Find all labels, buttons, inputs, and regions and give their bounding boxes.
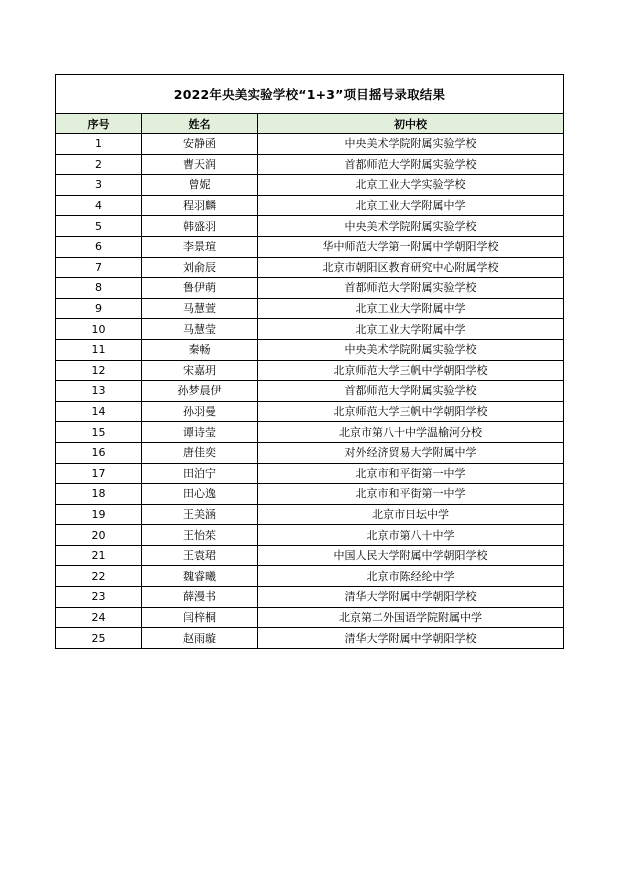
cell-no: 2 (56, 154, 142, 175)
cell-school: 首都师范大学附属实验学校 (258, 154, 564, 175)
cell-no: 8 (56, 278, 142, 299)
cell-name: 马慧莹 (142, 319, 258, 340)
cell-no: 5 (56, 216, 142, 237)
cell-name: 安静函 (142, 134, 258, 155)
cell-no: 3 (56, 175, 142, 196)
cell-school: 北京市和平街第一中学 (258, 484, 564, 505)
cell-name: 程羽麟 (142, 195, 258, 216)
cell-no: 22 (56, 566, 142, 587)
cell-no: 6 (56, 236, 142, 257)
cell-school: 北京工业大学附属中学 (258, 195, 564, 216)
cell-school: 中央美术学院附属实验学校 (258, 339, 564, 360)
cell-no: 21 (56, 545, 142, 566)
cell-school: 清华大学附属中学朝阳学校 (258, 587, 564, 608)
table-row (56, 545, 564, 566)
table-row (56, 587, 564, 608)
cell-name: 曹天润 (142, 154, 258, 175)
cell-no: 18 (56, 484, 142, 505)
cell-name: 马慧萱 (142, 298, 258, 319)
cell-no: 20 (56, 525, 142, 546)
table-row (56, 504, 564, 525)
cell-school: 中国人民大学附属中学朝阳学校 (258, 545, 564, 566)
table-row (56, 216, 564, 237)
header-row (56, 114, 564, 134)
table-row (56, 319, 564, 340)
cell-name: 田心逸 (142, 484, 258, 505)
cell-name: 闫梓桐 (142, 607, 258, 628)
cell-name: 赵雨璇 (142, 628, 258, 649)
cell-school: 北京市第八十中学温榆河分校 (258, 422, 564, 443)
cell-no: 12 (56, 360, 142, 381)
cell-school: 北京工业大学附属中学 (258, 298, 564, 319)
table-row (56, 236, 564, 257)
cell-school: 北京市和平街第一中学 (258, 463, 564, 484)
cell-no: 14 (56, 401, 142, 422)
cell-school: 首都师范大学附属实验学校 (258, 381, 564, 402)
cell-name: 鲁伊萌 (142, 278, 258, 299)
cell-name: 曾妮 (142, 175, 258, 196)
cell-no: 23 (56, 587, 142, 608)
table-row (56, 360, 564, 381)
table-row (56, 298, 564, 319)
table-row (56, 257, 564, 278)
table-row (56, 525, 564, 546)
cell-school: 北京工业大学实验学校 (258, 175, 564, 196)
table-row (56, 628, 564, 649)
table-row (56, 154, 564, 175)
table-row (56, 278, 564, 299)
cell-school: 中央美术学院附属实验学校 (258, 216, 564, 237)
cell-no: 7 (56, 257, 142, 278)
cell-school: 北京第二外国语学院附属中学 (258, 607, 564, 628)
cell-name: 刘俞辰 (142, 257, 258, 278)
cell-no: 19 (56, 504, 142, 525)
cell-name: 秦畅 (142, 339, 258, 360)
cell-no: 16 (56, 442, 142, 463)
results-table (55, 74, 564, 649)
cell-no: 15 (56, 422, 142, 443)
cell-no: 17 (56, 463, 142, 484)
table-title: 2022年央美实验学校“1+3”项目摇号录取结果 (56, 75, 564, 114)
cell-no: 13 (56, 381, 142, 402)
cell-name: 田泊宁 (142, 463, 258, 484)
header-name: 姓名 (142, 114, 258, 134)
cell-school: 清华大学附属中学朝阳学校 (258, 628, 564, 649)
cell-name: 孙羽曼 (142, 401, 258, 422)
cell-no: 11 (56, 339, 142, 360)
table-row (56, 442, 564, 463)
header-school: 初中校 (258, 114, 564, 134)
table-row (56, 484, 564, 505)
cell-school: 对外经济贸易大学附属中学 (258, 442, 564, 463)
cell-school: 北京工业大学附属中学 (258, 319, 564, 340)
cell-no: 4 (56, 195, 142, 216)
cell-name: 李景瑄 (142, 236, 258, 257)
cell-name: 王怡茱 (142, 525, 258, 546)
cell-name: 孙梦晨伊 (142, 381, 258, 402)
cell-school: 中央美术学院附属实验学校 (258, 134, 564, 155)
header-no: 序号 (56, 114, 142, 134)
cell-school: 首都师范大学附属实验学校 (258, 278, 564, 299)
cell-school: 北京市第八十中学 (258, 525, 564, 546)
table-row (56, 175, 564, 196)
table-row (56, 134, 564, 155)
cell-name: 薛漫书 (142, 587, 258, 608)
title-row (56, 75, 564, 114)
cell-school: 北京师范大学三帆中学朝阳学校 (258, 401, 564, 422)
table-row (56, 339, 564, 360)
cell-no: 25 (56, 628, 142, 649)
cell-name: 王美涵 (142, 504, 258, 525)
cell-name: 宋嘉玥 (142, 360, 258, 381)
cell-no: 9 (56, 298, 142, 319)
cell-school: 北京市陈经纶中学 (258, 566, 564, 587)
cell-school: 华中师范大学第一附属中学朝阳学校 (258, 236, 564, 257)
cell-no: 10 (56, 319, 142, 340)
table-body (56, 134, 564, 649)
cell-name: 谭诗莹 (142, 422, 258, 443)
table-row (56, 195, 564, 216)
table-row (56, 422, 564, 443)
cell-name: 唐佳奕 (142, 442, 258, 463)
table-row (56, 566, 564, 587)
cell-school: 北京市朝阳区教育研究中心附属学校 (258, 257, 564, 278)
cell-no: 24 (56, 607, 142, 628)
cell-no: 1 (56, 134, 142, 155)
table-row (56, 463, 564, 484)
cell-school: 北京师范大学三帆中学朝阳学校 (258, 360, 564, 381)
table-row (56, 381, 564, 402)
table-row (56, 401, 564, 422)
cell-name: 王袁珺 (142, 545, 258, 566)
cell-name: 韩盛羽 (142, 216, 258, 237)
table-row (56, 607, 564, 628)
cell-school: 北京市日坛中学 (258, 504, 564, 525)
cell-name: 魏睿曦 (142, 566, 258, 587)
